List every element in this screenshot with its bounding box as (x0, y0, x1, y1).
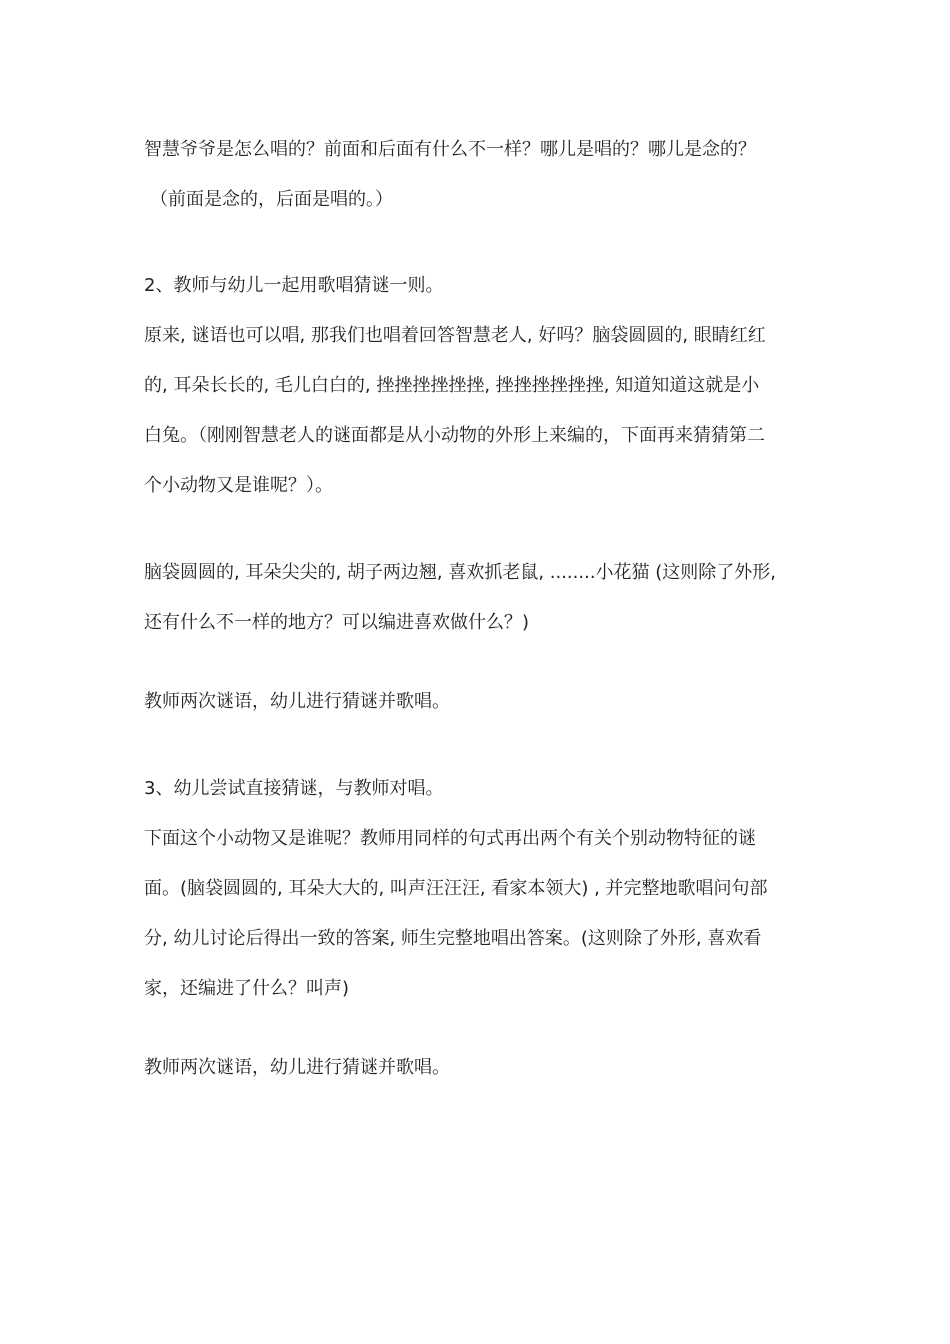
paragraph-line: 教师两次谜语，幼儿进行猜谜并歌唱。 (144, 1057, 450, 1078)
section-heading-3: 3、幼儿尝试直接猜谜，与教师对唱。 (144, 778, 444, 799)
paragraph-line: 分, 幼儿讨论后得出一致的答案, 师生完整地唱出答案。(这则除了外形, 喜欢看 (144, 928, 762, 949)
paragraph-line: 白兔。（刚刚智慧老人的谜面都是从小动物的外形上来编的，下面再来猜猜第二 (144, 425, 765, 446)
paragraph-line: 原来, 谜语也可以唱, 那我们也唱着回答智慧老人, 好吗？脑袋圆圆的, 眼睛红红 (144, 325, 766, 346)
paragraph-line: 教师两次谜语，幼儿进行猜谜并歌唱。 (144, 691, 450, 712)
section-heading-2: 2、教师与幼儿一起用歌唱猜谜一则。 (144, 275, 444, 296)
paragraph-line: 面。(脑袋圆圆的, 耳朵大大的, 叫声汪汪汪, 看家本领大) , 并完整地歌唱问句部 (144, 878, 768, 899)
text-line-answer: （前面是念的，后面是唱的。） (150, 189, 393, 210)
text-line-question: 智慧爷爷是怎么唱的？前面和后面有什么不一样？哪儿是唱的？哪儿是念的？ (144, 139, 756, 160)
paragraph-line: 个小动物又是谁呢？）。 (144, 475, 333, 496)
paragraph-line: 家，还编进了什么？叫声) (144, 978, 350, 999)
paragraph-line: 下面这个小动物又是谁呢？教师用同样的句式再出两个有关个别动物特征的谜 (144, 828, 756, 849)
paragraph-line: 还有什么不一样的地方？可以编进喜欢做什么？) (144, 612, 530, 633)
paragraph-line: 脑袋圆圆的, 耳朵尖尖的, 胡子两边翘, 喜欢抓老鼠, ........小花猫 (这则除了外形, (144, 562, 777, 583)
paragraph-line: 的, 耳朵长长的, 毛儿白白的, 挫挫挫挫挫挫, 挫挫挫挫挫挫, 知道知道这就是小 (144, 375, 760, 396)
